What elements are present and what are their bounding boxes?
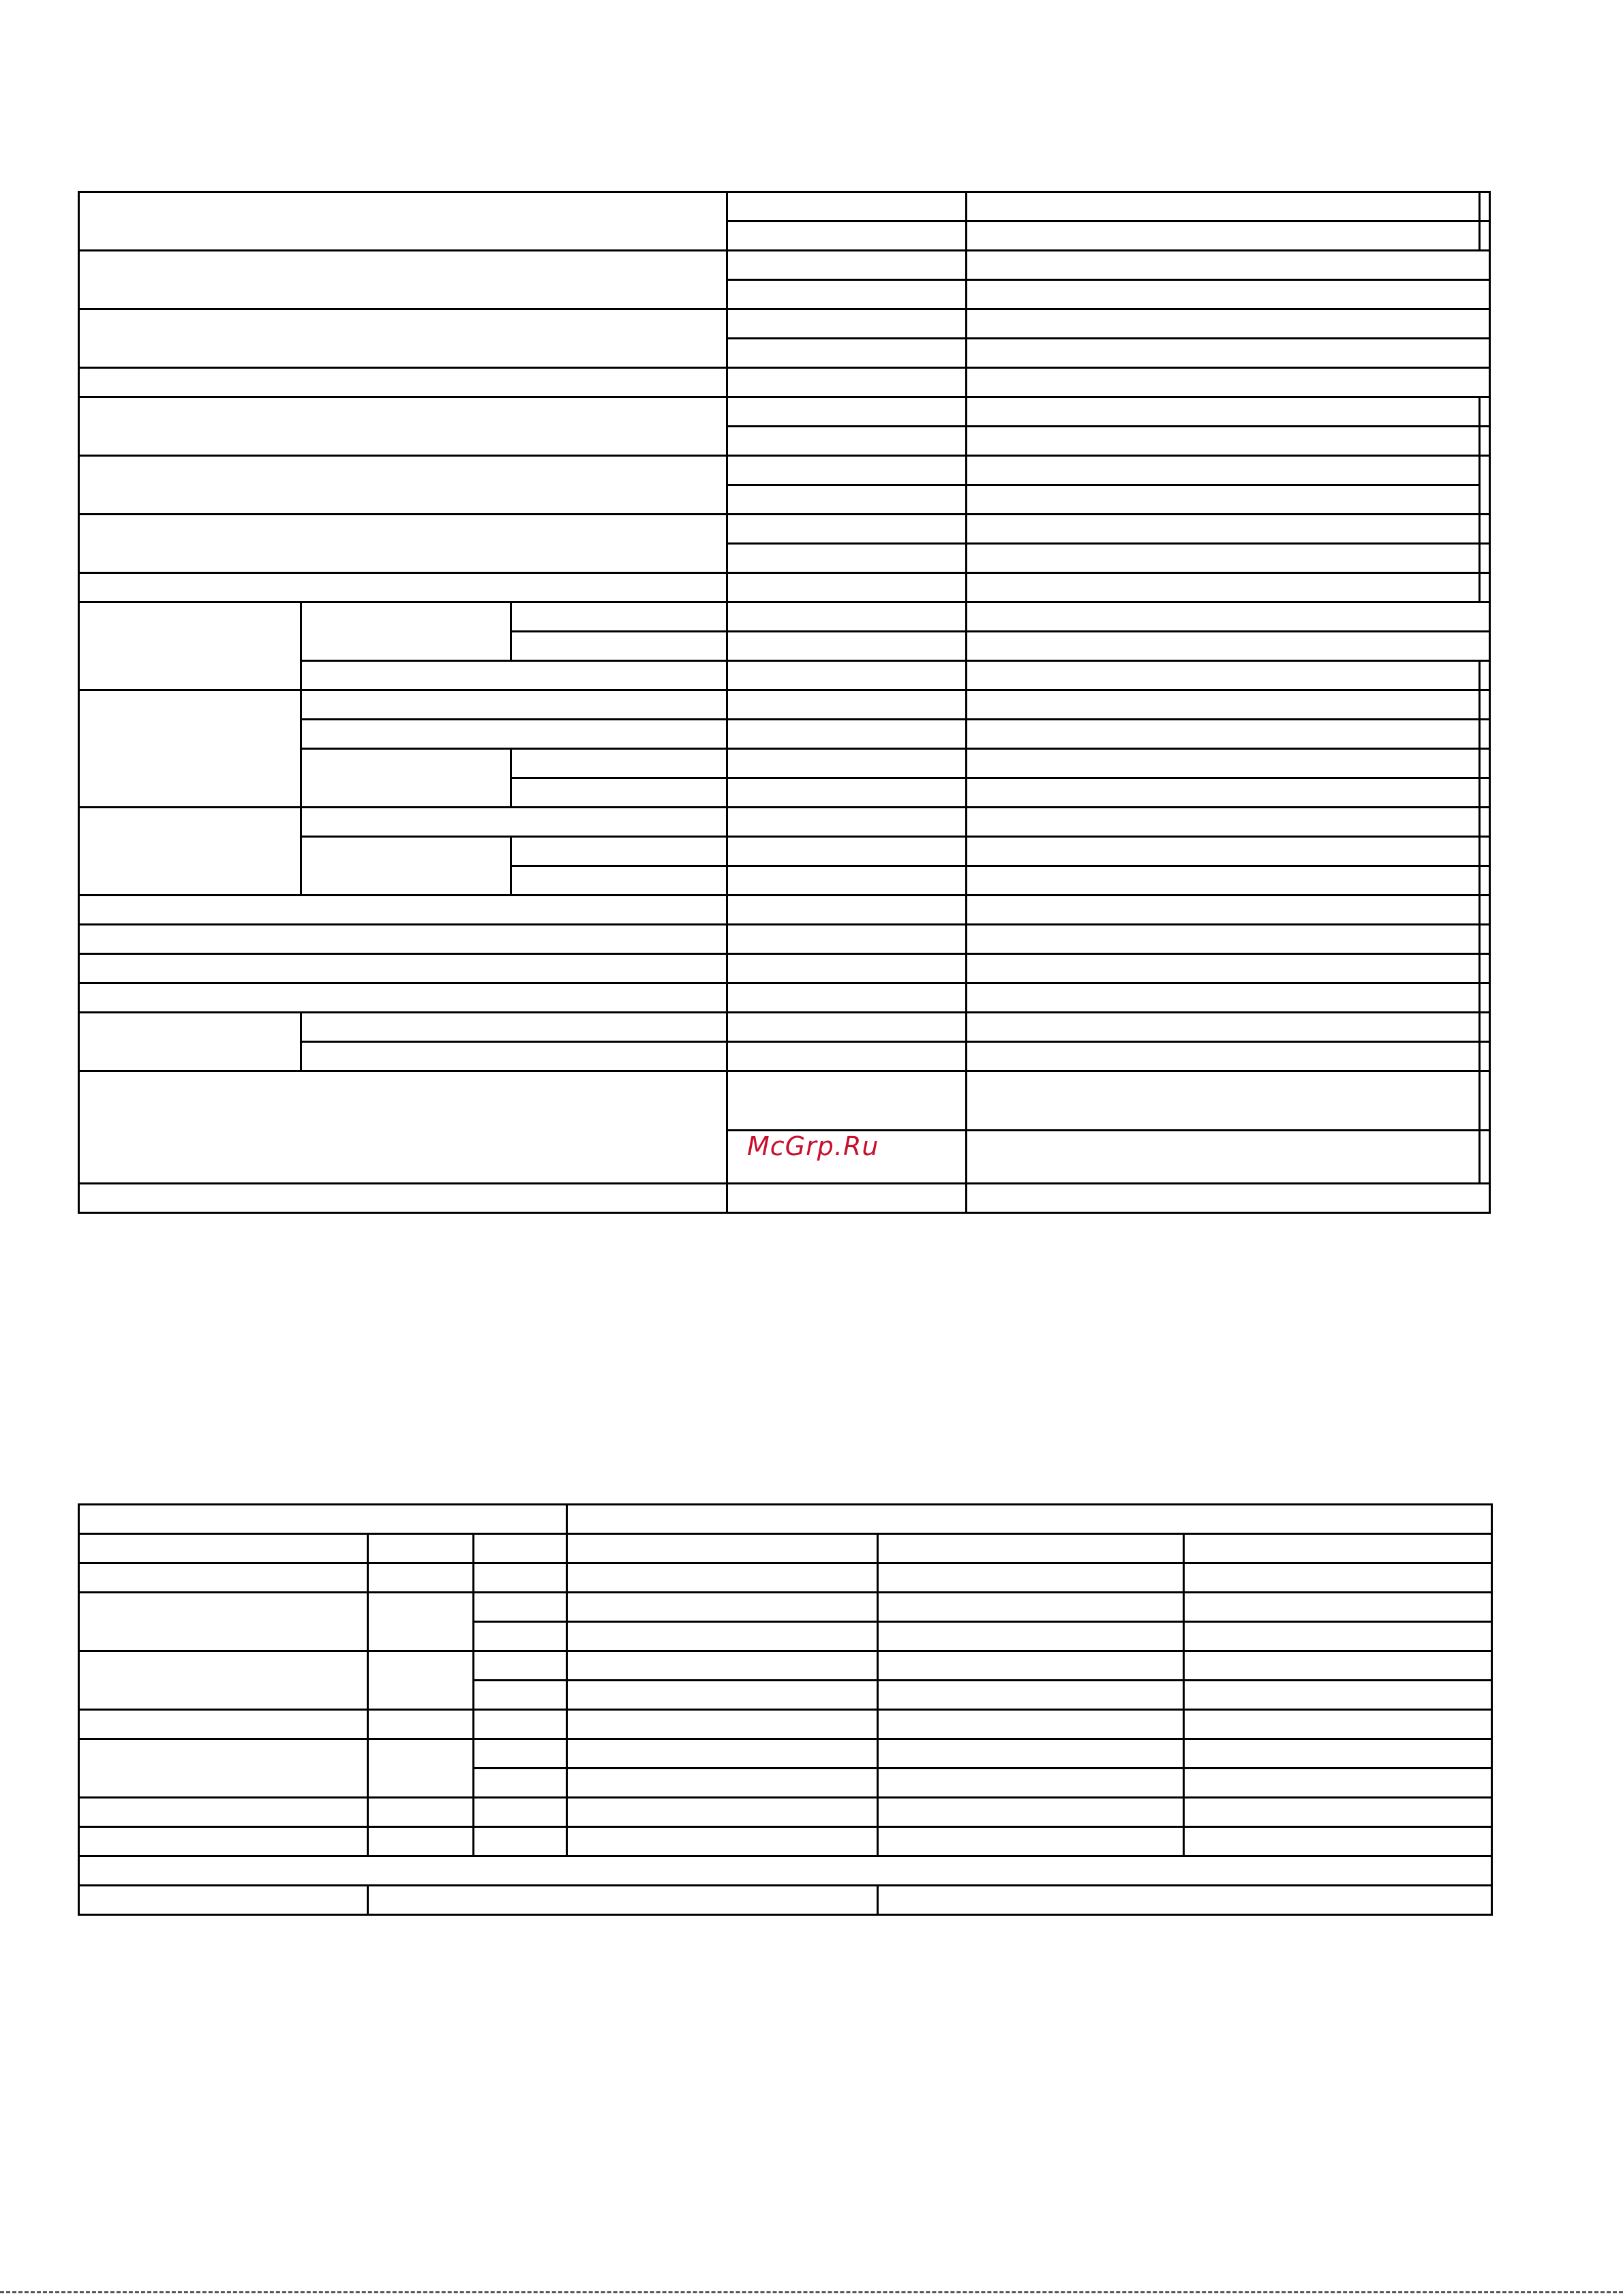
table-cell bbox=[474, 1739, 567, 1769]
table-cell bbox=[878, 1886, 1492, 1915]
table-cell bbox=[727, 1071, 966, 1131]
table-cell bbox=[1480, 720, 1490, 749]
table-cell bbox=[966, 954, 1479, 983]
table-cell bbox=[511, 778, 727, 808]
table-cell bbox=[966, 749, 1479, 778]
table-cell bbox=[301, 602, 511, 661]
table-cell bbox=[966, 896, 1479, 925]
table-cell bbox=[79, 1563, 368, 1593]
table-cell bbox=[966, 280, 1489, 309]
table-cell bbox=[1480, 866, 1490, 896]
table-cell bbox=[567, 1710, 878, 1739]
table-row bbox=[79, 368, 1490, 397]
table-cell bbox=[878, 1651, 1184, 1681]
table-cell bbox=[474, 1563, 567, 1593]
table-cell bbox=[1184, 1681, 1492, 1710]
table-cell bbox=[727, 954, 966, 983]
table-cell bbox=[727, 808, 966, 837]
table-cell bbox=[79, 1827, 368, 1856]
table-cell bbox=[474, 1827, 567, 1856]
table-cell bbox=[301, 661, 727, 690]
table-row bbox=[79, 1563, 1492, 1593]
table-cell bbox=[727, 632, 966, 661]
table-cell bbox=[79, 1798, 368, 1827]
table-cell bbox=[567, 1739, 878, 1769]
table-cell bbox=[1184, 1593, 1492, 1622]
table-cell bbox=[727, 485, 966, 515]
table-cell bbox=[1480, 896, 1490, 925]
table-cell bbox=[79, 251, 727, 309]
table-cell bbox=[727, 661, 966, 690]
secondary-table bbox=[78, 1503, 1493, 1916]
table-cell bbox=[1480, 983, 1490, 1013]
table-cell bbox=[1480, 749, 1490, 778]
table-row bbox=[79, 602, 1490, 632]
table-cell bbox=[567, 1534, 878, 1563]
table-cell bbox=[79, 925, 727, 954]
table-row bbox=[79, 1798, 1492, 1827]
table-cell bbox=[1184, 1534, 1492, 1563]
table-cell bbox=[1480, 397, 1490, 427]
table-cell bbox=[727, 602, 966, 632]
table-cell bbox=[567, 1651, 878, 1681]
table-cell bbox=[727, 925, 966, 954]
table-cell bbox=[474, 1593, 567, 1622]
table-cell bbox=[727, 983, 966, 1013]
table-row bbox=[79, 1534, 1492, 1563]
table-row bbox=[79, 1710, 1492, 1739]
table-cell bbox=[1184, 1827, 1492, 1856]
table-cell bbox=[966, 690, 1479, 720]
table-cell bbox=[567, 1505, 1492, 1534]
table-cell bbox=[966, 720, 1479, 749]
table-cell bbox=[474, 1798, 567, 1827]
table-cell bbox=[79, 896, 727, 925]
table-cell bbox=[1480, 544, 1490, 573]
table-cell bbox=[727, 1042, 966, 1071]
table-cell bbox=[301, 690, 727, 720]
table-cell bbox=[79, 192, 727, 251]
table-cell bbox=[966, 368, 1489, 397]
table-cell bbox=[474, 1534, 567, 1563]
table-cell bbox=[368, 1563, 474, 1593]
table-cell bbox=[511, 866, 727, 896]
table-cell bbox=[301, 749, 511, 808]
table-cell bbox=[368, 1534, 474, 1563]
table-row bbox=[79, 573, 1490, 602]
table-cell bbox=[966, 309, 1489, 339]
table-cell bbox=[966, 866, 1479, 896]
table-cell bbox=[966, 1184, 1489, 1213]
table-cell bbox=[966, 397, 1479, 427]
table-row bbox=[79, 925, 1490, 954]
table-cell bbox=[79, 808, 301, 896]
table-row bbox=[79, 1651, 1492, 1681]
table-cell bbox=[878, 1710, 1184, 1739]
table-cell bbox=[1184, 1769, 1492, 1798]
table-row bbox=[79, 983, 1490, 1013]
table-cell bbox=[1480, 925, 1490, 954]
table-cell bbox=[727, 339, 966, 368]
table-cell bbox=[368, 1593, 474, 1651]
table-cell bbox=[79, 1651, 368, 1710]
table-cell bbox=[966, 1131, 1479, 1184]
table-cell bbox=[727, 896, 966, 925]
table-cell bbox=[511, 632, 727, 661]
table-cell bbox=[79, 573, 727, 602]
table-cell bbox=[966, 251, 1489, 280]
table-cell bbox=[79, 690, 301, 808]
table-cell bbox=[1184, 1710, 1492, 1739]
table-cell bbox=[966, 221, 1479, 251]
table-cell bbox=[1480, 456, 1490, 515]
table-row bbox=[79, 1739, 1492, 1769]
table-cell bbox=[966, 837, 1479, 866]
watermark-text: McGrp.Ru bbox=[747, 1131, 879, 1161]
table-row bbox=[79, 1886, 1492, 1915]
table-row bbox=[79, 690, 1490, 720]
table-cell bbox=[727, 309, 966, 339]
table-cell bbox=[1480, 1013, 1490, 1042]
table-row bbox=[79, 954, 1490, 983]
table-cell bbox=[878, 1798, 1184, 1827]
table-cell bbox=[368, 1827, 474, 1856]
table-row bbox=[79, 251, 1490, 280]
table-cell bbox=[1480, 954, 1490, 983]
table-cell bbox=[727, 515, 966, 544]
table-cell bbox=[1480, 515, 1490, 544]
table-cell bbox=[966, 632, 1489, 661]
table-cell bbox=[966, 1071, 1479, 1131]
table-cell bbox=[878, 1681, 1184, 1710]
table-cell bbox=[966, 485, 1479, 515]
table-row bbox=[79, 1505, 1492, 1534]
table-cell bbox=[1184, 1622, 1492, 1651]
table-cell bbox=[474, 1681, 567, 1710]
table-cell bbox=[727, 192, 966, 221]
table-cell bbox=[368, 1739, 474, 1798]
table-cell bbox=[727, 397, 966, 427]
table-cell bbox=[79, 983, 727, 1013]
table-row bbox=[79, 397, 1490, 427]
table-row bbox=[79, 1856, 1492, 1886]
table-cell bbox=[79, 954, 727, 983]
table-cell bbox=[1480, 427, 1490, 456]
table-cell bbox=[301, 720, 727, 749]
table-cell bbox=[966, 778, 1479, 808]
table-cell bbox=[727, 427, 966, 456]
table-row bbox=[79, 1013, 1490, 1042]
table-cell bbox=[1184, 1798, 1492, 1827]
table-cell bbox=[966, 339, 1489, 368]
table-cell bbox=[301, 808, 727, 837]
table-cell bbox=[1480, 221, 1490, 251]
table-cell bbox=[368, 1886, 878, 1915]
table-cell bbox=[1480, 1042, 1490, 1071]
table-cell bbox=[474, 1769, 567, 1798]
table-row bbox=[79, 456, 1490, 485]
table-cell bbox=[79, 309, 727, 368]
table-cell bbox=[727, 1184, 966, 1213]
table-cell bbox=[567, 1563, 878, 1593]
table-cell bbox=[79, 1505, 567, 1534]
table-cell bbox=[79, 1534, 368, 1563]
table-row bbox=[79, 808, 1490, 837]
table-cell bbox=[966, 456, 1479, 485]
table-cell bbox=[474, 1622, 567, 1651]
table-cell bbox=[474, 1710, 567, 1739]
table-cell bbox=[79, 1013, 301, 1071]
table-row bbox=[79, 309, 1490, 339]
table-cell bbox=[511, 602, 727, 632]
table-cell bbox=[966, 427, 1479, 456]
table-cell bbox=[878, 1769, 1184, 1798]
table-cell bbox=[567, 1798, 878, 1827]
table-cell bbox=[727, 720, 966, 749]
table-cell bbox=[79, 1593, 368, 1651]
table-cell bbox=[1184, 1651, 1492, 1681]
table-cell bbox=[79, 1710, 368, 1739]
table-cell bbox=[727, 866, 966, 896]
table-cell bbox=[966, 925, 1479, 954]
table-row bbox=[79, 192, 1490, 221]
table-cell bbox=[79, 515, 727, 573]
table-row bbox=[79, 515, 1490, 544]
table-cell bbox=[567, 1622, 878, 1651]
table-cell bbox=[567, 1681, 878, 1710]
table-cell bbox=[966, 544, 1479, 573]
table-cell bbox=[567, 1593, 878, 1622]
table-cell bbox=[966, 602, 1489, 632]
table-cell bbox=[727, 749, 966, 778]
table-row bbox=[79, 1071, 1490, 1131]
table-cell bbox=[727, 456, 966, 485]
table-cell bbox=[966, 1042, 1479, 1071]
table-cell bbox=[966, 661, 1479, 690]
table-cell bbox=[79, 1184, 727, 1213]
table-cell bbox=[79, 1886, 368, 1915]
table-cell bbox=[878, 1534, 1184, 1563]
table-cell bbox=[511, 837, 727, 866]
table-cell bbox=[727, 690, 966, 720]
table-row bbox=[79, 1184, 1490, 1213]
table-cell bbox=[567, 1827, 878, 1856]
table-cell bbox=[727, 280, 966, 309]
table-cell bbox=[727, 368, 966, 397]
table-row bbox=[79, 896, 1490, 925]
table-cell bbox=[878, 1827, 1184, 1856]
table-cell bbox=[1184, 1563, 1492, 1593]
table-cell bbox=[1480, 837, 1490, 866]
table-cell bbox=[1480, 1131, 1490, 1184]
table-cell bbox=[878, 1622, 1184, 1651]
table-cell bbox=[1480, 808, 1490, 837]
table-cell bbox=[474, 1651, 567, 1681]
table-row bbox=[79, 1593, 1492, 1622]
table-cell bbox=[1480, 661, 1490, 690]
table-cell bbox=[966, 1013, 1479, 1042]
table-cell bbox=[966, 192, 1479, 221]
table-cell bbox=[878, 1739, 1184, 1769]
table-cell bbox=[727, 837, 966, 866]
table-cell bbox=[301, 1042, 727, 1071]
table-cell bbox=[727, 1013, 966, 1042]
table-cell bbox=[79, 602, 301, 690]
table-cell bbox=[1184, 1739, 1492, 1769]
table-cell bbox=[368, 1710, 474, 1739]
table-cell bbox=[727, 251, 966, 280]
table-cell bbox=[966, 573, 1479, 602]
table-row bbox=[79, 1827, 1492, 1856]
table-cell bbox=[1480, 573, 1490, 602]
table-cell bbox=[1480, 690, 1490, 720]
specifications-table bbox=[78, 191, 1491, 1214]
table-cell bbox=[79, 1071, 727, 1184]
table-cell bbox=[727, 221, 966, 251]
table-cell bbox=[79, 456, 727, 515]
table-cell bbox=[1480, 778, 1490, 808]
table-cell bbox=[878, 1593, 1184, 1622]
table-cell bbox=[79, 1739, 368, 1798]
table-cell bbox=[966, 983, 1479, 1013]
table-cell bbox=[368, 1798, 474, 1827]
table-cell bbox=[1480, 192, 1490, 221]
table-cell bbox=[878, 1563, 1184, 1593]
table-cell bbox=[966, 808, 1479, 837]
table-cell bbox=[79, 397, 727, 456]
table-cell bbox=[79, 368, 727, 397]
table-cell bbox=[727, 778, 966, 808]
table-cell bbox=[511, 749, 727, 778]
table-cell bbox=[368, 1651, 474, 1710]
table-cell bbox=[301, 837, 511, 896]
table-cell bbox=[567, 1769, 878, 1798]
table-cell bbox=[727, 573, 966, 602]
table-cell bbox=[1480, 1071, 1490, 1131]
table-cell bbox=[301, 1013, 727, 1042]
table-cell bbox=[727, 544, 966, 573]
table-cell bbox=[966, 515, 1479, 544]
table-cell bbox=[79, 1856, 1492, 1886]
page-bottom-rule bbox=[0, 2291, 1623, 2293]
